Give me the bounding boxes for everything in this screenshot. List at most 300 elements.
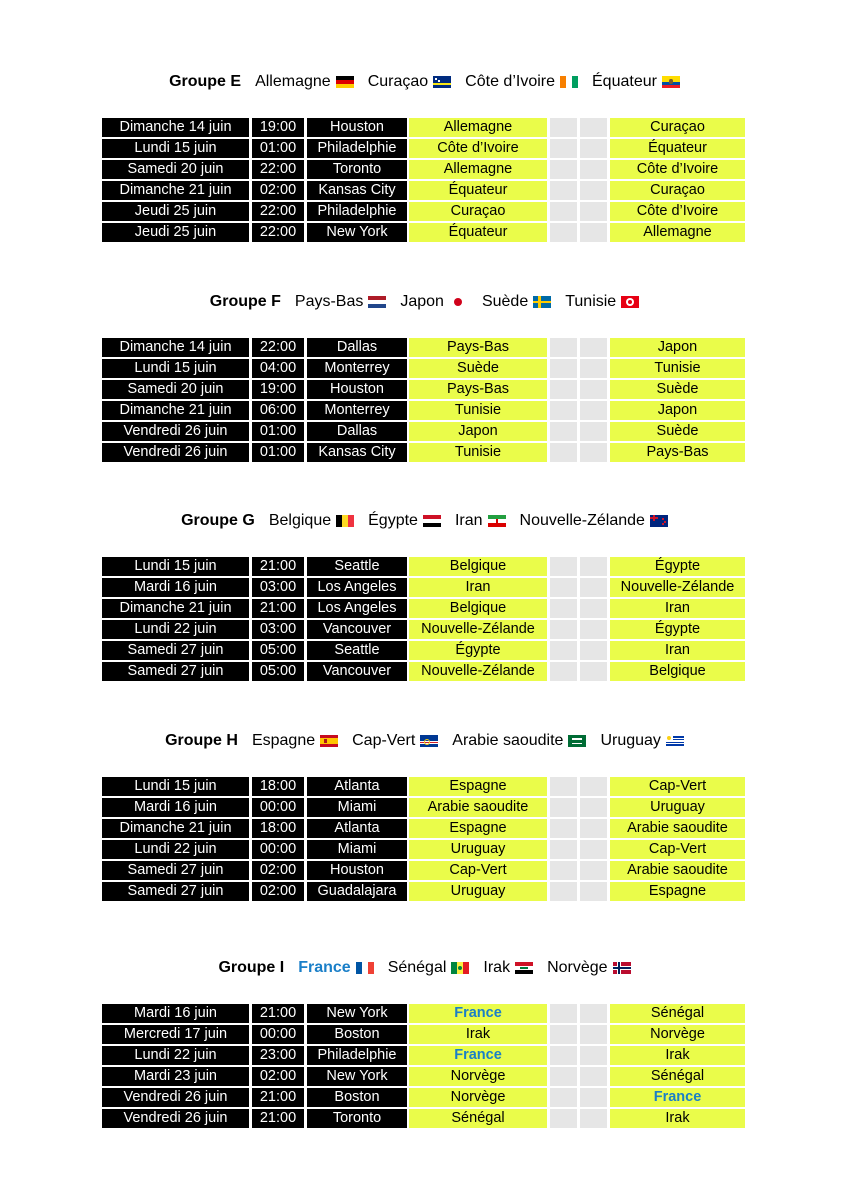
match-day: Samedi 27 juin — [102, 641, 252, 662]
group-team — [388, 959, 470, 977]
away-team: Uruguay — [650, 799, 705, 815]
table-row — [102, 578, 745, 599]
home-team: Nouvelle-Zélande — [421, 621, 535, 637]
home-team-cell — [409, 662, 550, 683]
match-table — [102, 1004, 745, 1130]
match-city: Boston — [307, 1025, 409, 1046]
team-name: Sénégal — [387, 959, 447, 976]
team-name: Cap-Vert — [352, 732, 416, 749]
away-team: Équateur — [648, 140, 707, 156]
flag-ir-icon — [488, 515, 506, 527]
table-row — [102, 599, 745, 620]
table-row — [102, 401, 745, 422]
away-team-cell — [610, 557, 745, 578]
match-city: Guadalajara — [307, 882, 409, 903]
match-time: 00:00 — [252, 1025, 307, 1046]
away-score-cell[interactable] — [580, 861, 610, 882]
match-city: New York — [307, 223, 409, 244]
group-heading — [0, 509, 849, 533]
table-row — [102, 1046, 745, 1067]
home-score-cell[interactable] — [550, 578, 580, 599]
match-day: Vendredi 26 juin — [102, 1109, 252, 1130]
match-table — [102, 338, 745, 464]
away-team: Irak — [665, 1047, 690, 1063]
home-team: Uruguay — [450, 883, 506, 899]
away-team-cell — [610, 359, 745, 380]
match-day: Dimanche 21 juin — [102, 401, 252, 422]
away-team: Espagne — [648, 883, 707, 899]
home-score-cell[interactable] — [550, 338, 580, 359]
table-row — [102, 338, 745, 359]
match-time: 01:00 — [252, 422, 307, 443]
home-team: Irak — [465, 1026, 491, 1042]
home-team-cell — [409, 359, 550, 380]
home-team: Équateur — [448, 182, 508, 198]
flag-japan-icon — [454, 298, 462, 306]
match-time: 00:00 — [252, 840, 307, 861]
match-time: 03:00 — [252, 620, 307, 641]
away-score-cell[interactable] — [580, 1067, 610, 1088]
match-day: Lundi 15 juin — [102, 777, 252, 798]
table-row — [102, 139, 745, 160]
away-team-cell — [610, 840, 745, 861]
match-time: 21:00 — [252, 1004, 307, 1025]
home-score-cell[interactable] — [550, 1004, 580, 1025]
home-score-cell[interactable] — [550, 1025, 580, 1046]
away-score-cell[interactable] — [580, 443, 610, 464]
away-score-cell[interactable] — [580, 118, 610, 139]
match-city: New York — [307, 1004, 409, 1025]
group-team — [483, 959, 533, 977]
flag-sn-icon — [451, 962, 469, 974]
table-row — [102, 118, 745, 139]
match-day: Samedi 20 juin — [102, 380, 252, 401]
match-time: 05:00 — [252, 641, 307, 662]
home-team: Égypte — [455, 642, 501, 658]
match-city: Los Angeles — [307, 578, 409, 599]
away-team: Iran — [665, 600, 690, 616]
away-team: Japon — [657, 339, 698, 355]
match-day: Samedi 20 juin — [102, 160, 252, 181]
flag-cv-icon — [420, 735, 438, 747]
away-team: Norvège — [650, 1026, 705, 1042]
match-city: Monterrey — [307, 359, 409, 380]
flag-cw-icon — [433, 76, 451, 88]
away-score-cell[interactable] — [580, 359, 610, 380]
away-score-cell[interactable] — [580, 819, 610, 840]
home-team-cell — [409, 819, 550, 840]
away-score-cell[interactable] — [580, 380, 610, 401]
group-team — [352, 732, 438, 750]
match-day: Dimanche 14 juin — [102, 118, 252, 139]
group-h — [0, 729, 849, 899]
table-row — [102, 662, 745, 683]
team-name: France — [298, 959, 351, 976]
team-name: Égypte — [368, 512, 418, 529]
match-city: Houston — [307, 380, 409, 401]
away-team-cell — [610, 338, 745, 359]
away-score-cell[interactable] — [580, 599, 610, 620]
match-day: Lundi 15 juin — [102, 139, 252, 160]
team-name: Norvège — [547, 959, 608, 976]
away-team-cell — [610, 861, 745, 882]
home-score-cell[interactable] — [550, 819, 580, 840]
home-team-cell — [409, 401, 550, 422]
home-team-cell — [409, 641, 550, 662]
home-score-cell[interactable] — [550, 139, 580, 160]
team-name: Équateur — [592, 73, 657, 90]
match-time: 00:00 — [252, 798, 307, 819]
home-score-cell[interactable] — [550, 401, 580, 422]
home-team-cell — [409, 181, 550, 202]
table-row — [102, 202, 745, 223]
match-time: 22:00 — [252, 160, 307, 181]
away-team: Japon — [657, 402, 698, 418]
table-row — [102, 798, 745, 819]
match-time: 18:00 — [252, 819, 307, 840]
away-team-cell — [610, 578, 745, 599]
away-team: Arabie saoudite — [627, 820, 728, 836]
match-day: Samedi 27 juin — [102, 662, 252, 683]
home-team: France — [454, 1005, 502, 1021]
away-team-cell — [610, 1067, 745, 1088]
home-team: Iran — [465, 579, 491, 595]
away-team-cell — [610, 401, 745, 422]
away-team-cell — [610, 599, 745, 620]
match-city: Vancouver — [307, 620, 409, 641]
away-team: France — [653, 1089, 702, 1105]
home-score-cell[interactable] — [550, 359, 580, 380]
team-name: Pays-Bas — [294, 293, 364, 310]
match-table — [102, 777, 745, 903]
away-team: Égypte — [654, 558, 701, 574]
home-score-cell[interactable] — [550, 1109, 580, 1130]
team-name: Espagne — [251, 732, 316, 749]
home-team: Pays-Bas — [446, 381, 510, 397]
team-name: Allemagne — [255, 73, 331, 90]
away-team-cell — [610, 1025, 745, 1046]
home-team-cell — [409, 380, 550, 401]
match-day: Vendredi 26 juin — [102, 422, 252, 443]
away-score-cell[interactable] — [580, 578, 610, 599]
team-name: Iran — [454, 512, 483, 529]
match-day: Mardi 16 juin — [102, 578, 252, 599]
away-score-cell[interactable] — [580, 223, 610, 244]
home-team-cell — [409, 1109, 550, 1130]
match-day: Mardi 16 juin — [102, 1004, 252, 1025]
match-time: 21:00 — [252, 557, 307, 578]
match-day: Mardi 23 juin — [102, 1067, 252, 1088]
group-team — [269, 512, 354, 530]
away-score-cell[interactable] — [580, 160, 610, 181]
group-i — [0, 956, 849, 1126]
home-team-cell — [409, 861, 550, 882]
home-score-cell[interactable] — [550, 160, 580, 181]
home-team: Côte d’Ivoire — [437, 140, 519, 156]
match-time: 18:00 — [252, 777, 307, 798]
home-score-cell[interactable] — [550, 443, 580, 464]
away-team-cell — [610, 1004, 745, 1025]
match-day: Dimanche 14 juin — [102, 338, 252, 359]
match-city: Dallas — [307, 422, 409, 443]
home-team-cell — [409, 599, 550, 620]
away-team: Curaçao — [650, 182, 705, 198]
match-city: Atlanta — [307, 819, 409, 840]
group-team — [252, 732, 338, 750]
match-day: Dimanche 21 juin — [102, 819, 252, 840]
match-city: Vancouver — [307, 662, 409, 683]
table-row — [102, 1109, 745, 1130]
home-score-cell[interactable] — [550, 861, 580, 882]
home-team-cell — [409, 620, 550, 641]
away-team: Iran — [665, 642, 690, 658]
away-score-cell[interactable] — [580, 1109, 610, 1130]
away-team: Côte d’Ivoire — [636, 203, 719, 219]
home-team: Équateur — [448, 224, 508, 240]
group-team — [565, 293, 639, 311]
away-score-cell[interactable] — [580, 338, 610, 359]
match-city: Kansas City — [307, 443, 409, 464]
away-team: Cap-Vert — [648, 778, 707, 794]
away-score-cell[interactable] — [580, 662, 610, 683]
home-score-cell[interactable] — [550, 662, 580, 683]
away-score-cell[interactable] — [580, 798, 610, 819]
flag-tn-icon — [621, 296, 639, 308]
group-team — [295, 293, 386, 311]
match-time: 02:00 — [252, 882, 307, 903]
match-city: Houston — [307, 861, 409, 882]
flag-fr-icon — [356, 962, 374, 974]
home-score-cell[interactable] — [550, 840, 580, 861]
match-time: 19:00 — [252, 118, 307, 139]
match-day: Lundi 15 juin — [102, 359, 252, 380]
away-team: Pays-Bas — [646, 444, 709, 460]
away-score-cell[interactable] — [580, 139, 610, 160]
match-city: Los Angeles — [307, 599, 409, 620]
group-heading — [0, 70, 849, 94]
home-team-cell — [409, 1025, 550, 1046]
group-f — [0, 290, 849, 460]
table-row — [102, 422, 745, 443]
home-team: Curaçao — [450, 203, 506, 219]
away-score-cell[interactable] — [580, 1025, 610, 1046]
group-team — [255, 73, 354, 91]
match-day: Jeudi 25 juin — [102, 223, 252, 244]
away-score-cell[interactable] — [580, 1088, 610, 1109]
home-team-cell — [409, 223, 550, 244]
match-time: 05:00 — [252, 662, 307, 683]
match-time: 21:00 — [252, 1109, 307, 1130]
away-team-cell — [610, 1109, 745, 1130]
match-city: Toronto — [307, 1109, 409, 1130]
home-score-cell[interactable] — [550, 1088, 580, 1109]
table-row — [102, 620, 745, 641]
team-name: Japon — [400, 293, 444, 310]
flag-de-icon — [336, 76, 354, 88]
away-score-cell[interactable] — [580, 641, 610, 662]
home-team: Suède — [457, 360, 499, 376]
home-team: Norvège — [450, 1089, 506, 1105]
group-team — [455, 512, 506, 530]
home-team-cell — [409, 338, 550, 359]
away-team: Suède — [656, 423, 699, 439]
team-name: Nouvelle-Zélande — [519, 512, 645, 529]
group-title: Groupe E — [169, 73, 242, 90]
table-row — [102, 557, 745, 578]
home-score-cell[interactable] — [550, 422, 580, 443]
match-time: 23:00 — [252, 1046, 307, 1067]
away-team-cell — [610, 798, 745, 819]
away-score-cell[interactable] — [580, 1046, 610, 1067]
away-score-cell[interactable] — [580, 777, 610, 798]
match-city: Seattle — [307, 641, 409, 662]
away-score-cell[interactable] — [580, 620, 610, 641]
home-team-cell — [409, 422, 550, 443]
match-city: Seattle — [307, 557, 409, 578]
home-team-cell — [409, 1088, 550, 1109]
group-team — [298, 959, 373, 977]
away-score-cell[interactable] — [580, 422, 610, 443]
away-team-cell — [610, 181, 745, 202]
away-team: Curaçao — [650, 119, 705, 135]
away-score-cell[interactable] — [580, 401, 610, 422]
table-row — [102, 223, 745, 244]
home-team-cell — [409, 840, 550, 861]
home-team: Belgique — [449, 558, 507, 574]
home-team: Espagne — [449, 778, 507, 794]
flag-nz-icon — [650, 515, 668, 527]
table-row — [102, 882, 745, 903]
flag-be-icon — [336, 515, 354, 527]
group-team — [400, 293, 468, 311]
home-team-cell — [409, 777, 550, 798]
group-g — [0, 509, 849, 679]
match-day: Mardi 16 juin — [102, 798, 252, 819]
match-city: Miami — [307, 798, 409, 819]
match-time: 01:00 — [252, 443, 307, 464]
away-team: Égypte — [654, 621, 701, 637]
match-time: 21:00 — [252, 599, 307, 620]
match-city: Kansas City — [307, 181, 409, 202]
home-score-cell[interactable] — [550, 380, 580, 401]
match-day: Lundi 22 juin — [102, 840, 252, 861]
match-time: 21:00 — [252, 1088, 307, 1109]
away-score-cell[interactable] — [580, 181, 610, 202]
table-row — [102, 777, 745, 798]
home-team-cell — [409, 443, 550, 464]
table-row — [102, 1067, 745, 1088]
away-team: Cap-Vert — [648, 841, 707, 857]
match-time: 19:00 — [252, 380, 307, 401]
table-row — [102, 160, 745, 181]
match-city: Philadelphie — [307, 139, 409, 160]
away-score-cell[interactable] — [580, 882, 610, 903]
home-score-cell[interactable] — [550, 118, 580, 139]
home-team-cell — [409, 139, 550, 160]
home-team: France — [454, 1047, 502, 1063]
match-city: Philadelphie — [307, 1046, 409, 1067]
home-score-cell[interactable] — [550, 599, 580, 620]
table-row — [102, 443, 745, 464]
away-team: Belgique — [649, 663, 706, 679]
team-name: Tunisie — [565, 293, 617, 310]
home-team: Allemagne — [443, 161, 513, 177]
home-score-cell[interactable] — [550, 641, 580, 662]
team-name: Côte d’Ivoire — [465, 73, 555, 90]
group-title: Groupe I — [218, 959, 285, 976]
away-score-cell[interactable] — [580, 202, 610, 223]
home-score-cell[interactable] — [550, 223, 580, 244]
home-team-cell — [409, 798, 550, 819]
away-team-cell — [610, 202, 745, 223]
home-score-cell[interactable] — [550, 181, 580, 202]
flag-ci-icon — [560, 76, 578, 88]
away-team: Nouvelle-Zélande — [620, 579, 735, 595]
table-row — [102, 359, 745, 380]
away-team-cell — [610, 1088, 745, 1109]
group-team — [482, 293, 551, 311]
home-score-cell[interactable] — [550, 777, 580, 798]
home-score-cell[interactable] — [550, 202, 580, 223]
team-name: Arabie saoudite — [452, 732, 564, 749]
match-city: Houston — [307, 118, 409, 139]
home-score-cell[interactable] — [550, 882, 580, 903]
home-score-cell[interactable] — [550, 557, 580, 578]
home-score-cell[interactable] — [550, 620, 580, 641]
home-team: Japon — [458, 423, 498, 439]
group-e — [0, 70, 849, 240]
match-city: Miami — [307, 840, 409, 861]
table-row — [102, 861, 745, 882]
away-team: Sénégal — [650, 1068, 705, 1084]
match-time: 03:00 — [252, 578, 307, 599]
home-team-cell — [409, 1004, 550, 1025]
home-score-cell[interactable] — [550, 1067, 580, 1088]
away-score-cell[interactable] — [580, 1004, 610, 1025]
match-city: Dallas — [307, 338, 409, 359]
home-team: Sénégal — [451, 1110, 505, 1126]
match-day: Lundi 15 juin — [102, 557, 252, 578]
group-team — [368, 73, 451, 91]
match-city: Atlanta — [307, 777, 409, 798]
group-team — [547, 959, 630, 977]
home-score-cell[interactable] — [550, 1046, 580, 1067]
group-team — [465, 73, 578, 91]
group-heading — [0, 729, 849, 753]
group-title: Groupe G — [181, 512, 255, 529]
table-row — [102, 840, 745, 861]
match-city: Toronto — [307, 160, 409, 181]
match-day: Dimanche 21 juin — [102, 181, 252, 202]
away-team: Sénégal — [650, 1005, 705, 1021]
match-city: Monterrey — [307, 401, 409, 422]
match-day: Lundi 22 juin — [102, 1046, 252, 1067]
home-team: Allemagne — [443, 119, 513, 135]
away-score-cell[interactable] — [580, 557, 610, 578]
group-title: Groupe H — [165, 732, 238, 749]
home-team-cell — [409, 1046, 550, 1067]
away-team-cell — [610, 118, 745, 139]
home-team: Norvège — [450, 1068, 506, 1084]
home-score-cell[interactable] — [550, 798, 580, 819]
group-title: Groupe F — [209, 293, 281, 310]
home-team: Arabie saoudite — [427, 799, 529, 815]
match-time: 02:00 — [252, 1067, 307, 1088]
flag-ec-icon — [662, 76, 680, 88]
away-team-cell — [610, 1046, 745, 1067]
match-time: 22:00 — [252, 338, 307, 359]
away-score-cell[interactable] — [580, 840, 610, 861]
